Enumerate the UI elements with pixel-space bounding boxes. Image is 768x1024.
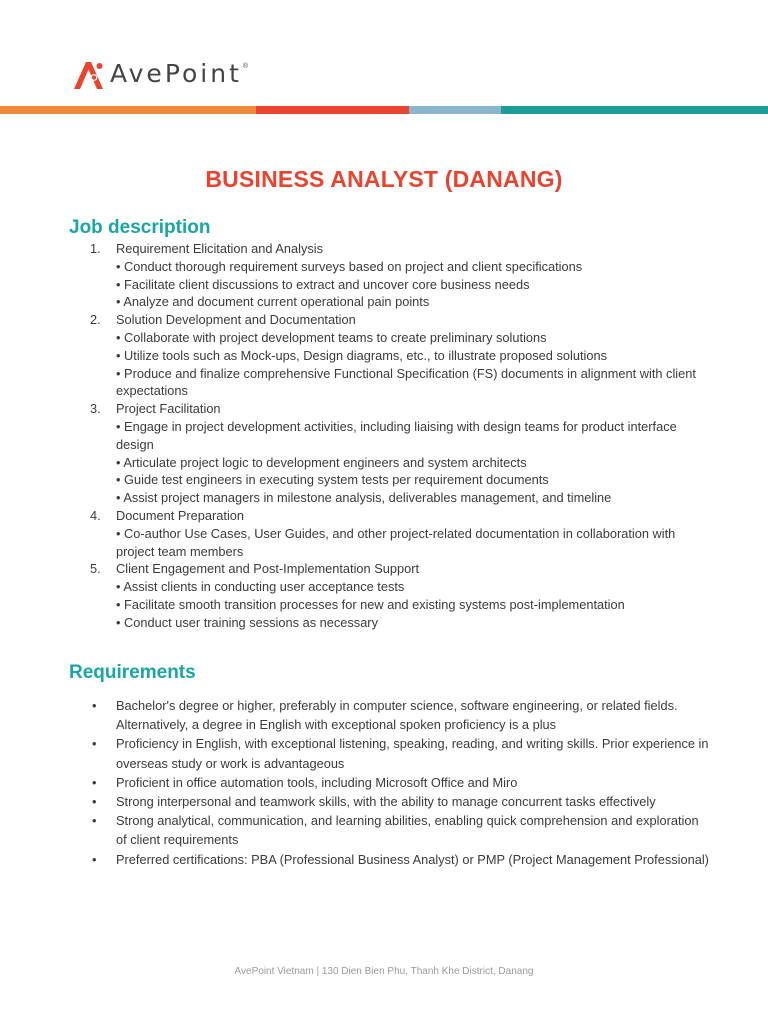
item-number: 1. xyxy=(90,241,101,256)
requirements-list xyxy=(90,696,710,869)
item-title: Document Preparation xyxy=(116,507,245,523)
avepoint-logo xyxy=(72,57,248,91)
header-color-bar xyxy=(0,106,768,114)
item-body xyxy=(116,507,710,560)
job-description-item xyxy=(90,400,710,507)
item-subpoint: • Assist project managers in milestone analysis, deliverables management, and timeline xyxy=(116,490,612,506)
bullet-icon: • xyxy=(92,794,97,810)
requirement-item xyxy=(90,773,710,792)
item-subpoint: • Facilitate smooth transition processes for new and existing systems post-implementation xyxy=(116,596,625,612)
item-subpoint: • Assist clients in conducting user acceptance tests xyxy=(116,579,405,595)
requirements-heading: Requirements xyxy=(69,662,196,683)
item-number: 5. xyxy=(90,561,101,577)
job-description-list xyxy=(90,240,710,632)
requirement-item xyxy=(90,850,710,869)
item-subpoint: • Produce and finalize comprehensive Functional Specification (FS) documents in alignment with client expectations xyxy=(116,365,696,399)
requirement-text: Proficiency in English, with exceptional listening, speaking, reading, and writing skills. Prior experience in overseas study or work is advantageous xyxy=(116,736,709,771)
item-body xyxy=(116,560,710,631)
color-bar-red xyxy=(256,106,409,114)
color-bar-orange xyxy=(0,106,256,114)
requirement-text: Proficient in office automation tools, including Microsoft Office and Miro xyxy=(116,774,518,790)
item-subpoint: • Conduct user training sessions as necessary xyxy=(116,614,378,630)
bullet-icon: • xyxy=(92,736,97,752)
bullet-icon: • xyxy=(92,698,97,713)
job-title: BUSINESS ANALYST (DANANG) xyxy=(205,166,563,192)
item-body xyxy=(116,400,710,507)
avepoint-logo-icon xyxy=(72,57,106,91)
job-description-item xyxy=(90,560,710,631)
job-description-heading: Job description xyxy=(69,217,211,238)
bullet-icon: • xyxy=(92,813,97,829)
item-number: 2. xyxy=(90,312,101,328)
item-title: Client Engagement and Post-Implementation Support xyxy=(116,561,420,577)
brand-name: AvePoint xyxy=(110,59,242,88)
item-number: 4. xyxy=(90,507,101,523)
color-bar-teal xyxy=(501,106,768,114)
job-description-item xyxy=(90,311,710,400)
item-title: Project Facilitation xyxy=(116,401,221,417)
item-subpoint: • Utilize tools such as Mock-ups, Design diagrams, etc., to illustrate proposed solutions xyxy=(116,347,607,363)
item-subpoint: • Guide test engineers in executing system tests per requirement documents xyxy=(116,472,549,488)
requirement-item xyxy=(90,696,710,734)
requirement-text: Bachelor's degree or higher, preferably in computer science, software engineering, or related fields. Alternatively, a degree in English with exceptional spoken proficiency is a plus xyxy=(116,698,678,733)
item-subpoint: • Collaborate with project development teams to create preliminary solutions xyxy=(116,329,547,345)
item-title: Solution Development and Documentation xyxy=(116,312,356,328)
item-subpoint: • Articulate project logic to development engineers and system architects xyxy=(116,454,527,470)
requirement-item xyxy=(90,734,710,772)
requirement-text: Strong analytical, communication, and learning abilities, enabling quick comprehension and exploration of client requirements xyxy=(116,813,699,848)
footer-address: AvePoint Vietnam | 130 Dien Bien Phu, Thanh Khe District, Danang xyxy=(234,966,534,977)
item-subpoint: • Facilitate client discussions to extract and uncover core business needs xyxy=(116,276,530,292)
bullet-icon: • xyxy=(92,851,97,867)
bullet-icon: • xyxy=(92,774,97,790)
color-bar-blue xyxy=(409,106,501,114)
item-subpoint: • Analyze and document current operational pain points xyxy=(116,294,430,310)
requirement-text: Preferred certifications: PBA (Professional Business Analyst) or PMP (Project Management Professional) xyxy=(116,851,709,867)
job-description-item xyxy=(90,240,710,311)
registered-mark: ® xyxy=(242,63,249,70)
item-number: 3. xyxy=(90,401,101,417)
item-subpoint: • Co-author Use Cases, User Guides, and other project-related documentation in collaboration with project team members xyxy=(116,525,676,559)
item-subpoint: • Conduct thorough requirement surveys based on project and client specifications xyxy=(116,258,583,274)
requirement-text: Strong interpersonal and teamwork skills, with the ability to manage concurrent tasks effectively xyxy=(116,794,656,810)
item-title: Requirement Elicitation and Analysis xyxy=(116,241,323,256)
requirement-item xyxy=(90,792,710,811)
job-description-item xyxy=(90,507,710,560)
item-body xyxy=(116,311,710,400)
item-body xyxy=(116,240,710,311)
item-subpoint: • Engage in project development activities, including liaising with design teams for product interface design xyxy=(116,418,677,452)
requirement-item xyxy=(90,811,710,849)
